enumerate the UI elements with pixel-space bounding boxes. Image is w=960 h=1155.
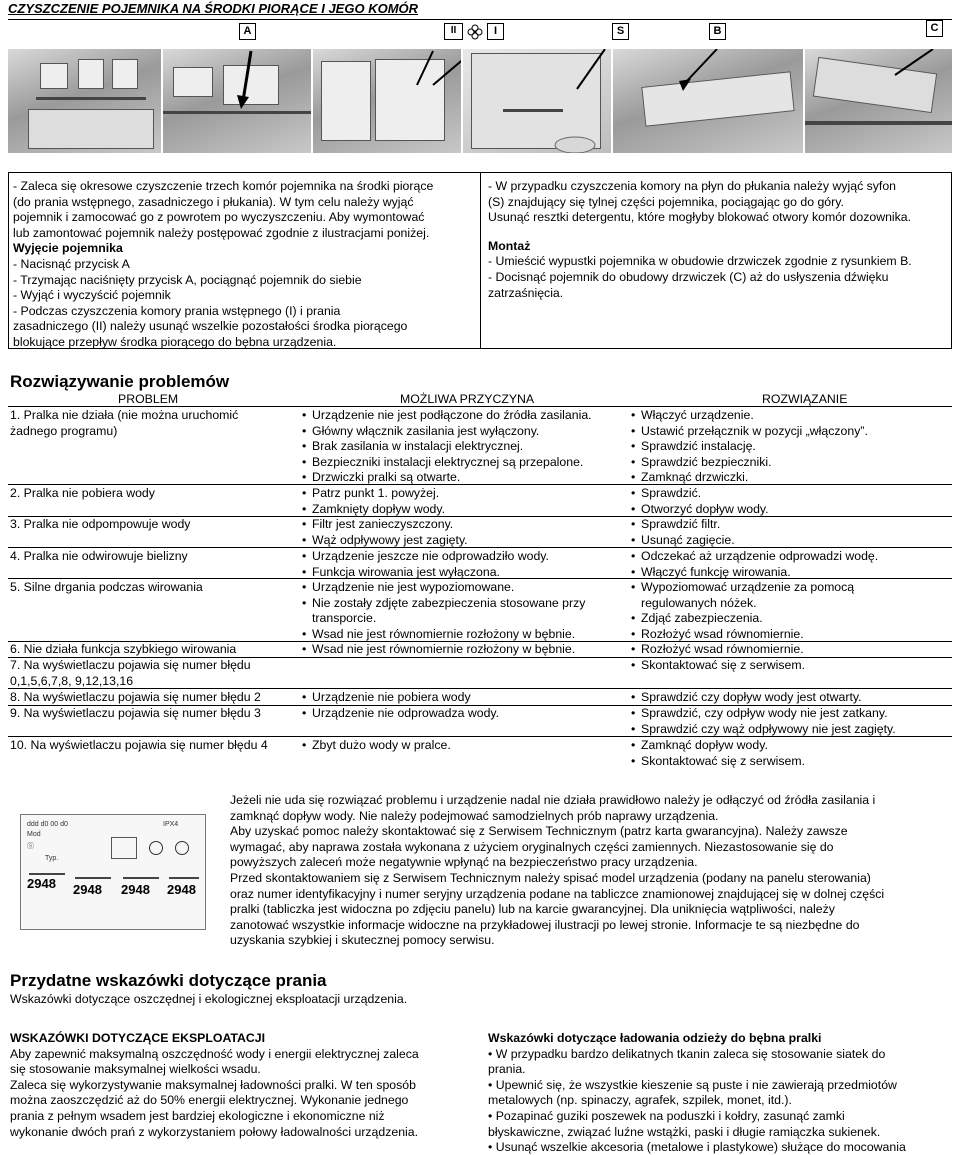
tag-s: S <box>612 23 629 40</box>
table-row-problem: 7. Na wyświetlaczu pojawia się numer błędu 0,1,5,6,7,8, 9,12,13,16 <box>10 658 251 688</box>
page-title: CZYSZCZENIE POJEMNIKA NA ŚRODKI PIORĄCE I JEGO KOMÓR <box>8 1 419 16</box>
photo-dispenser-clip <box>805 49 952 153</box>
table-row-solutions: • Włączyć urządzenie. • Ustawić przełącznik w pozycji „włączony”. • Sprawdzić instalację. • Sprawdzić bezpieczniki. • Zamknąć drzwiczki. <box>629 408 868 486</box>
arrow-icon <box>463 49 611 153</box>
rating-plate-image <box>8 796 220 956</box>
bin-icon <box>111 837 137 859</box>
removal-step: zasadniczego (II) należy usunąć wszelkie pozostałości środka piorącego <box>13 319 408 334</box>
cleaning-text: - Zaleca się okresowe czyszczenie trzech komór pojemnika na środki piorące <box>13 179 434 193</box>
certification-icon <box>149 841 163 855</box>
table-row-problem: 2. Pralka nie pobiera wody <box>10 486 155 500</box>
assembly-step: - Docisnąć pojemnik do obudowy drzwiczek (C) aż do usłyszenia dźwięku <box>488 269 889 284</box>
table-row-causes: • Urządzenie nie odprowadza wody. <box>300 706 499 722</box>
table-row-causes: • Wsad nie jest równomiernie rozłożony w bębnie. <box>300 642 575 658</box>
cleaning-text: lub zamontować pojemnik należy postępować zgodnie z ilustracjami poniżej. <box>13 225 430 240</box>
tag-c: C <box>926 20 943 37</box>
tag-a: A <box>239 23 256 40</box>
cleaning-text: Usunąć resztki detergentu, które mogłyby blokować otwory komór dozownika. <box>488 210 912 225</box>
table-row-causes: • Urządzenie nie jest wypoziomowane. • Nie zostały zdjęte zabezpieczenia stosowane przy transporcie. • Wsad nie jest równomiernie rozłożony w bębnie. <box>300 580 585 642</box>
table-row-problem: 6. Nie działa funkcja szybkiego wirowania <box>10 642 237 656</box>
table-row-problem: 5. Silne drgania podczas wirowania <box>10 580 203 594</box>
tag-ii: II <box>444 23 463 40</box>
tips-subtitle: Wskazówki dotyczące oszczędnej i ekologicznej eksploatacji urządzenia. <box>10 992 408 1006</box>
loading-tips: Wskazówki dotyczące ładowania odzieży do bębna pralki • W przypadku bardzo delikatnych tkanin zaleca się stosowanie siatek do prania. • Upewnić się, że wszystkie kieszenie są puste i nie zawierają przedmiotów metalowych (np. spinaczy, agrafek, szpilek, monet, itd.). • Pozapinać guziki poszewek na poduszki i kołdry, zasunąć zamki błyskawiczne, związać luźne wstążki, paski i długie ramiączka sukienek. • Usunąć wszelkie akcesoria (metalowe i plastykowe) służące do mocowania <box>488 1031 906 1155</box>
cleaning-text: (S) znajdujący się tylnej części pojemnika, pociągając go do góry. <box>488 194 844 209</box>
table-row-problem: 4. Pralka nie odwirowuje bielizny <box>10 549 188 563</box>
cleaning-text: - W przypadku czyszczenia komory na płyn do płukania należy wyjąć syfon <box>488 179 897 193</box>
removal-step: - Podczas czyszczenia komory prania wstępnego (I) i prania <box>13 303 341 318</box>
assembly-step: - Umieścić wypustki pojemnika w obudowie drzwiczek zgodnie z rysunkiem B. <box>488 254 912 269</box>
tips-title: Przydatne wskazówki dotyczące prania <box>10 971 327 990</box>
table-row-problem: 8. Na wyświetlaczu pojawia się numer błędu 2 <box>10 690 261 704</box>
table-row-solutions: • Wypoziomować urządzenie za pomocą regulowanych nóżek. • Zdjąć zabezpieczenia. • Rozłożyć wsad równomiernie. <box>629 580 854 642</box>
table-row-causes: • Urządzenie jeszcze nie odprowadziło wody. • Funkcja wirowania jest wyłączona. <box>300 549 549 580</box>
table-row-solutions: • Zamknąć dopływ wody. • Skontaktować się z serwisem. <box>629 738 805 769</box>
solution-multiline: • Wypoziomować urządzenie za pomocą regulowanych nóżek. <box>629 580 854 611</box>
removal-step: - Trzymając naciśnięty przycisk A, pociągnąć pojemnik do siebie <box>13 272 362 287</box>
table-row-causes: • Filtr jest zanieczyszczony. • Wąż odpływowy jest zagięty. <box>300 517 468 548</box>
removal-step: - Wyjąć i wyczyścić pojemnik <box>13 288 171 303</box>
certification-icon <box>175 841 189 855</box>
assembly-heading: Montaż <box>488 238 531 253</box>
cleaning-text: pojemnik i zamocować go z powrotem po wyczyszczeniu. Aby wymontować <box>13 210 425 225</box>
table-row-causes: • Zbyt dużo wody w pralce. <box>300 738 451 754</box>
photo-dispenser-button <box>163 49 311 153</box>
table-row-solutions: • Odczekać aż urządzenie odprowadzi wodę. • Włączyć funkcję wirowania. <box>629 549 878 580</box>
assembly-step: zatrzaśnięcia. <box>488 285 564 300</box>
photo-dispenser-closed <box>8 49 161 153</box>
column-header-solution: ROZWIĄZANIE <box>762 392 848 406</box>
tag-i: I <box>487 23 504 40</box>
loading-tips-heading: Wskazówki dotyczące ładowania odzieży do bębna pralki <box>488 1031 822 1045</box>
arrow-icon <box>163 49 311 153</box>
table-row-solutions: • Sprawdzić, czy odpływ wody nie jest zatkany. • Sprawdzić czy wąż odpływowy nie jest zagięty. <box>629 706 896 737</box>
removal-heading: Wyjęcie pojemnika <box>13 241 123 256</box>
arrow-icon <box>805 49 952 153</box>
table-row-problem: 10. Na wyświetlaczu pojawia się numer błędu 4 <box>10 738 268 752</box>
table-row-causes: • Urządzenie nie jest podłączone do źródła zasilania. • Główny włącznik zasilania jest wyłączony. • Brak zasilania w instalacji elektrycznej. • Bezpieczniki instalacji elektrycznej są przepalone. • Drzwiczki pralki są otwarte. <box>300 408 592 486</box>
table-row-problem: 9. Na wyświetlaczu pojawia się numer błędu 3 <box>10 706 261 720</box>
table-rule <box>8 406 952 407</box>
removal-step: - Nacisnąć przycisk A <box>13 256 130 271</box>
table-row-solutions: • Skontaktować się z serwisem. <box>629 658 805 674</box>
table-row-causes: • Patrz punkt 1. powyżej. • Zamknięty dopływ wody. <box>300 486 445 517</box>
usage-tips: WSKAZÓWKI DOTYCZĄCE EKSPLOATACJI Aby zapewnić maksymalną oszczędność wody i energii elektrycznej zaleca się stosowanie maksymalnej wielkości wsadu. Zaleca się wykorzystywanie maksymalnej ładowności pralki. W ten sposób można zaoszczędzić aż do 50% energii elektrycznej. Wykonanie jednego prania z pełnym wsadem jest bardziej ekologiczne i ekonomiczne niż wykonanie dwóch prań z wykorzystaniem połowy ładowalności urządzenia. <box>10 1031 419 1139</box>
photo-dispenser-siphon <box>463 49 611 153</box>
table-row-solutions: • Sprawdzić. • Otworzyć dopływ wody. <box>629 486 769 517</box>
service-text: Jeżeli nie uda się rozwiązać problemu i urządzenie nadal nie działa prawidłowo należy je odłączyć od źródła zasilania i zamknąć dopływ wody. Nie należy podejmować samodzielnych prób naprawy urządzenia. Aby uzyskać pomoc należy skontaktować się z Serwisem Technicznym (patrz karta gwarancyjna). Należy zawsze wymagać, aby naprawa została wykonana z użyciem oryginalnych części zamiennych. Niezastosowanie się do powyższych zaleceń może negatywnie wpłynąć na bezpieczeństwo pracy urządzenia. Przed skontaktowaniem się z Serwisem Technicznym należy spisać model urządzenia (podany na panelu sterowania) oraz numer identyfikacyjny i numer seryjny urządzenia podane na tabliczce znamionowej znajdującej się w dolnej części pralki (tabliczka jest widoczna po zdjęciu panelu) lub na karcie gwarancyjnej. Dla uniknięcia wątpliwości, należy zanotować wszystkie informacje widoczne na przykładowej ilustracji po lewej stronie. Informacje te są niezbędne do uzyskania szybkiej i skutecznej pomocy serwisu. <box>230 793 885 948</box>
cleaning-right-box <box>480 172 952 349</box>
column-header-cause: MOŻLIWA PRZYCZYNA <box>400 392 535 406</box>
table-row-solutions: • Sprawdzić filtr. • Usunąć zagięcie. <box>629 517 735 548</box>
photo-dispenser-compartments <box>313 49 461 153</box>
cleaning-left-box <box>8 172 481 349</box>
removal-step: blokujące przepływ środka piorącego do bębna urządzenia. <box>13 334 337 349</box>
table-row-solutions: • Rozłożyć wsad równomiernie. <box>629 642 804 658</box>
table-row-problem: 3. Pralka nie odpompowuje wody <box>10 517 191 531</box>
table-row-problem: 1. Pralka nie działa (nie można uruchomić żadnego programu) <box>10 408 239 438</box>
column-header-problem: PROBLEM <box>118 392 179 406</box>
table-rule <box>8 547 952 548</box>
usage-tips-heading: WSKAZÓWKI DOTYCZĄCE EKSPLOATACJI <box>10 1031 266 1045</box>
rating-plate: ddd d0 00 d0 Mod Ⓢ Typ. IPX4 2948 2948 2948 2948 <box>20 814 206 930</box>
header-divider <box>8 19 952 20</box>
tag-b: B <box>709 23 726 40</box>
table-row-solutions: • Sprawdzić czy dopływ wody jest otwarty. <box>629 690 862 706</box>
arrow-icon <box>313 49 461 153</box>
photo-dispenser-insert <box>613 49 803 153</box>
cleaning-text: (do prania wstępnego, zasadniczego i płukania). W tym celu należy wyjąć <box>13 194 414 209</box>
arrow-icon <box>613 49 803 153</box>
table-row-causes: • Urządzenie nie pobiera wody <box>300 690 471 706</box>
flower-icon <box>467 24 483 40</box>
cause-multiline: • Nie zostały zdjęte zabezpieczenia stosowane przy transporcie. <box>300 596 585 627</box>
problems-title: Rozwiązywanie problemów <box>10 372 230 391</box>
